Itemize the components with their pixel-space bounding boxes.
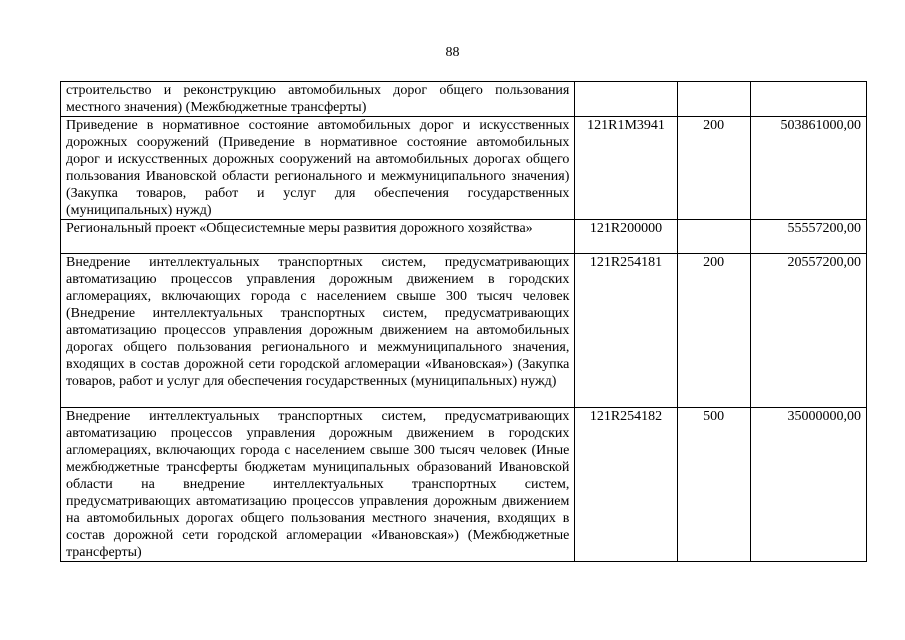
- description-cell: Региональный проект «Общесистемные меры развития дорожного хозяйства»: [61, 220, 575, 254]
- page-number: 88: [445, 45, 460, 60]
- code-cell: [575, 82, 677, 117]
- amount-cell: 20557200,00: [750, 254, 866, 408]
- table-row: [61, 408, 867, 562]
- expense-type-cell: 200: [677, 254, 750, 408]
- description-cell: Внедрение интеллектуальных транспортных систем, предусматривающих автоматизацию процессов управления дорожным движением в городских агломерациях, включающих города с населением свыше 300 тысяч человек (Внедрение интеллектуальных транспортных систем, предусматривающих автоматизацию процессов управления дорожным движением на автомобильных дорогах общего пользования регионального и межмуниципального значения, входящих в состав дорожной сети городской агломерации «Ивановская») (Закупка товаров, работ и услуг для обеспечения государственных (муниципальных) нужд): [61, 254, 575, 408]
- expense-type-cell: [677, 220, 750, 254]
- amount-cell: 55557200,00: [750, 220, 866, 254]
- code-cell: 121R254181: [575, 254, 677, 408]
- expense-type-cell: 500: [677, 408, 750, 562]
- description-cell: Приведение в нормативное состояние автомобильных дорог и искусственных дорожных сооружений (Приведение в нормативное состояние автомобильных дорог и искусственных дорожных сооружений на автомобильных дорогах общего пользования Ивановской области регионального и межмуниципального значения) (Закупка товаров, работ и услуг для обеспечения государственных (муниципальных) нужд): [61, 117, 575, 220]
- code-cell: 121R1M3941: [575, 117, 677, 220]
- expense-type-cell: 200: [677, 117, 750, 220]
- description-cell: Внедрение интеллектуальных транспортных систем, предусматривающих автоматизацию процессов управления дорожным движением в городских агломерациях, включающих города с населением свыше 300 тысяч человек (Иные межбюджетные трансферты бюджетам муниципальных образований Ивановской области на внедрение интеллектуальных транспортных систем, предусматривающих автоматизацию процессов управления дорожным движением на автомобильных дорогах общего пользования местного значения, входящих в состав дорожной сети городской агломерации «Ивановская») (Межбюджетные трансферты): [61, 408, 575, 562]
- table-row: [61, 117, 867, 220]
- amount-cell: 503861000,00: [750, 117, 866, 220]
- budget-table: [60, 81, 867, 562]
- expense-type-cell: [677, 82, 750, 117]
- amount-cell: 35000000,00: [750, 408, 866, 562]
- code-cell: 121R200000: [575, 220, 677, 254]
- description-cell: строительство и реконструкцию автомобильных дорог общего пользования местного значения) (Межбюджетные трансферты): [61, 82, 575, 117]
- amount-cell: [750, 82, 866, 117]
- table-row: [61, 82, 867, 117]
- table-row: [61, 220, 867, 254]
- code-cell: 121R254182: [575, 408, 677, 562]
- table-row: [61, 254, 867, 408]
